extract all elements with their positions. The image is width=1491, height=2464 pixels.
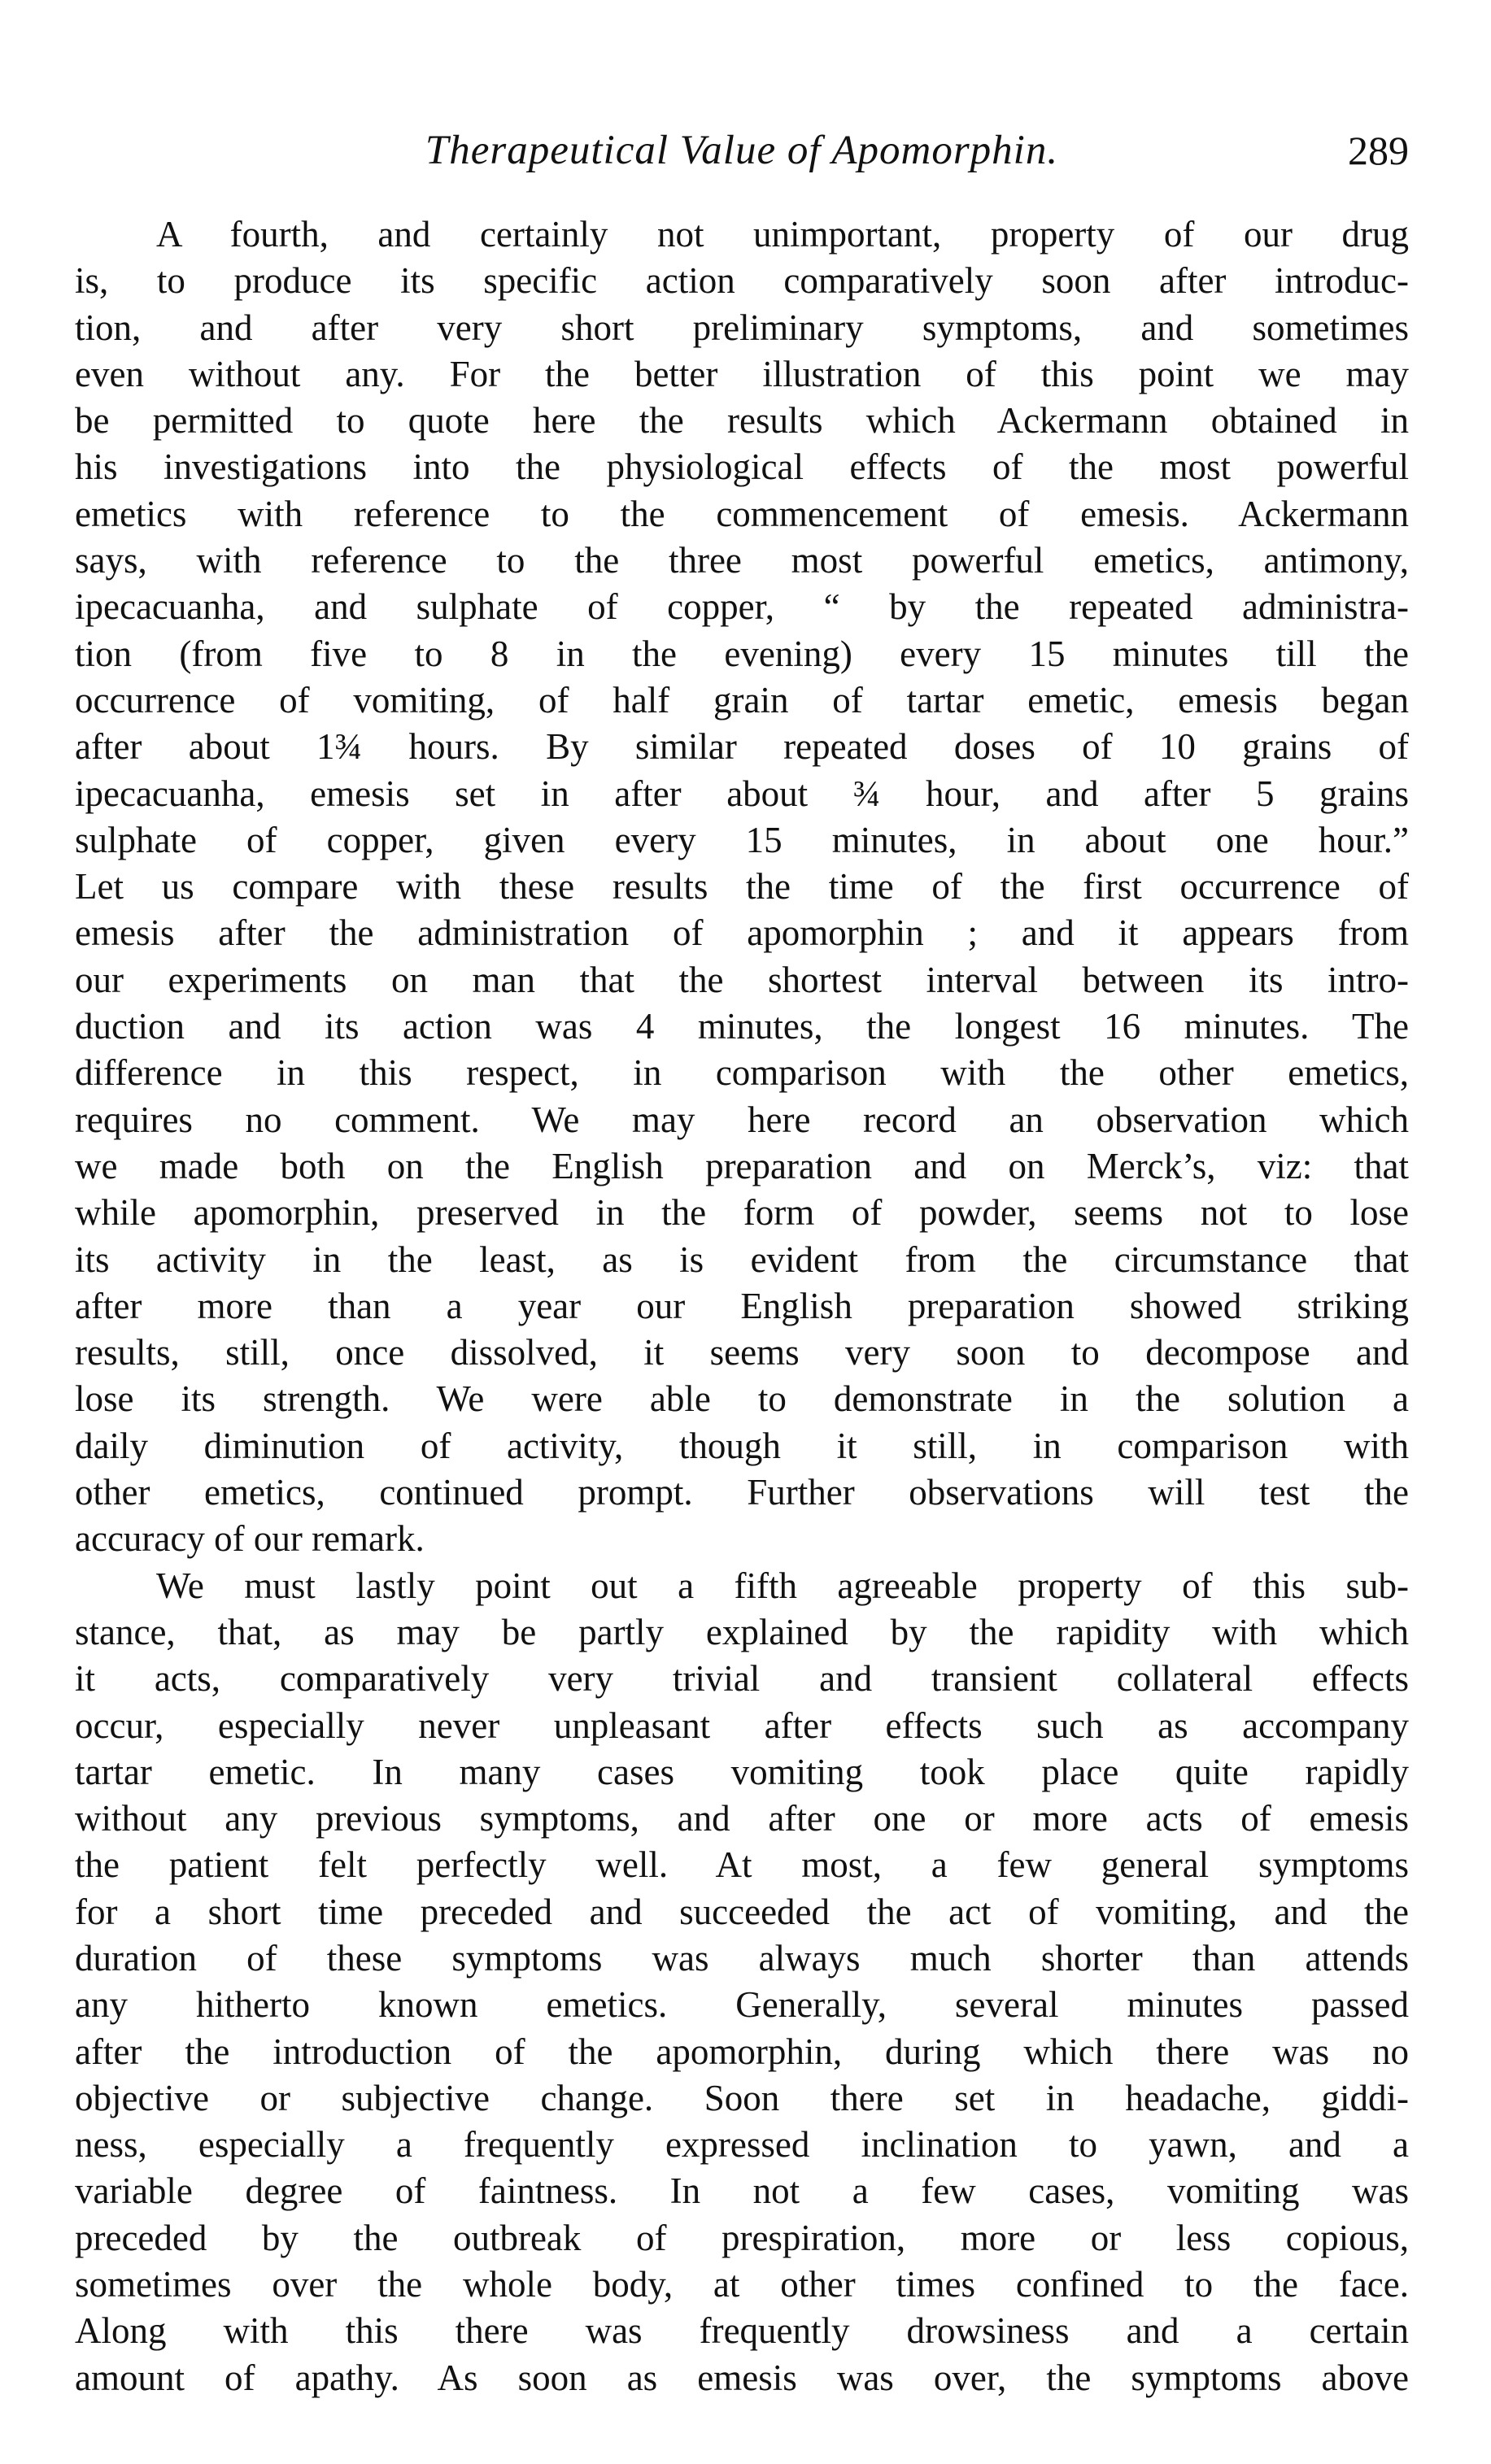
text-line: ness, especially a frequently expressed inclination to yawn, and a (75, 2124, 1409, 2166)
text-line: accuracy of our remark. (75, 1518, 425, 1560)
text-line: for a short time preceded and succeeded the act of vomiting, and the (75, 1891, 1409, 1932)
text-line: after more than a year our English preparation showed striking (75, 1285, 1409, 1326)
text-line: any hitherto known emetics. Generally, several minutes passed (75, 1984, 1409, 2026)
text-line: requires no comment. We may here record an observation which (75, 1099, 1409, 1140)
text-line: objective or subjective change. Soon there set in headache, giddi- (75, 2077, 1409, 2118)
text-line: duction and its action was 4 minutes, the longest 16 minutes. The (75, 1006, 1409, 1047)
running-header (75, 122, 1409, 187)
text-line: We must lastly point out a fifth agreeable property of this sub- (156, 1565, 1409, 1606)
text-line: duration of these symptoms was always much shorter than attends (75, 1937, 1409, 1979)
text-line: it acts, comparatively very trivial and transient collateral effects (75, 1658, 1409, 1700)
text-line: lose its strength. We were able to demonstrate in the solution a (75, 1378, 1409, 1420)
text-line: Along with this there was frequently drowsiness and a certain (75, 2310, 1409, 2352)
text-line: his investigations into the physiological effects of the most powerful (75, 446, 1409, 488)
text-line: emetics with reference to the commencement of emesis. Ackermann (75, 493, 1409, 534)
text-line: preceded by the outbreak of prespiration, more or less copious, (75, 2217, 1409, 2258)
page-number: 289 (1348, 128, 1409, 173)
text-line: daily diminution of activity, though it still, in comparison with (75, 1425, 1409, 1466)
text-line: is, to produce its specific action comparatively soon after introduc- (75, 260, 1409, 302)
text-line: we made both on the English preparation and on Merck’s, viz: that (75, 1145, 1409, 1186)
text-line: its activity in the least, as is evident from the circumstance that (75, 1239, 1409, 1280)
text-line: other emetics, continued prompt. Further observations will test the (75, 1472, 1409, 1513)
text-line: amount of apathy. As soon as emesis was over, the symptoms above (75, 2357, 1409, 2398)
text-line: tion (from five to 8 in the evening) every 15 minutes till the (75, 633, 1409, 674)
text-line: while apomorphin, preserved in the form of powder, seems not to lose (75, 1192, 1409, 1234)
text-line: occurrence of vomiting, of half grain of tartar emetic, emesis began (75, 679, 1409, 720)
text-line: emesis after the administration of apomorphin ; and it appears from (75, 912, 1409, 954)
book-page (75, 122, 1409, 2401)
text-line: results, still, once dissolved, it seems very soon to decompose and (75, 1332, 1409, 1373)
text-line: after about 1¾ hours. By similar repeated doses of 10 grains of (75, 726, 1409, 768)
text-line: the patient felt perfectly well. At most, a few general symptoms (75, 1844, 1409, 1886)
text-line: variable degree of faintness. In not a few cases, vomiting was (75, 2170, 1409, 2212)
text-line: sulphate of copper, given every 15 minutes, in about one hour.” (75, 819, 1409, 860)
text-line: after the introduction of the apomorphin, during which there was no (75, 2031, 1409, 2072)
text-line: be permitted to quote here the results which Ackermann obtained in (75, 400, 1409, 442)
text-line: tartar emetic. In many cases vomiting took place quite rapidly (75, 1751, 1409, 1792)
text-line: says, with reference to the three most powerful emetics, antimony, (75, 540, 1409, 581)
text-line: A fourth, and certainly not unimportant, property of our drug (156, 214, 1409, 255)
text-line: even without any. For the better illustration of this point we may (75, 353, 1409, 394)
text-line: our experiments on man that the shortest interval between its intro- (75, 959, 1409, 1000)
body-text (75, 211, 1409, 2401)
text-line: ipecacuanha, and sulphate of copper, “ by the repeated administra- (75, 586, 1409, 628)
text-line: Let us compare with these results the time of the first occurrence of (75, 866, 1409, 908)
text-line: occur, especially never unpleasant after effects such as accompany (75, 1704, 1409, 1746)
text-line: stance, that, as may be partly explained by the rapidity with which (75, 1611, 1409, 1652)
text-line: ipecacuanha, emesis set in after about ¾ hour, and after 5 grains (75, 773, 1409, 814)
text-line: without any previous symptoms, and after one or more acts of emesis (75, 1798, 1409, 1839)
text-line: tion, and after very short preliminary symptoms, and sometimes (75, 307, 1409, 348)
text-line: sometimes over the whole body, at other times confined to the face. (75, 2264, 1409, 2305)
running-title: Therapeutical Value of Apomorphin. (425, 128, 1059, 173)
text-line: difference in this respect, in comparison with the other emetics, (75, 1052, 1409, 1094)
